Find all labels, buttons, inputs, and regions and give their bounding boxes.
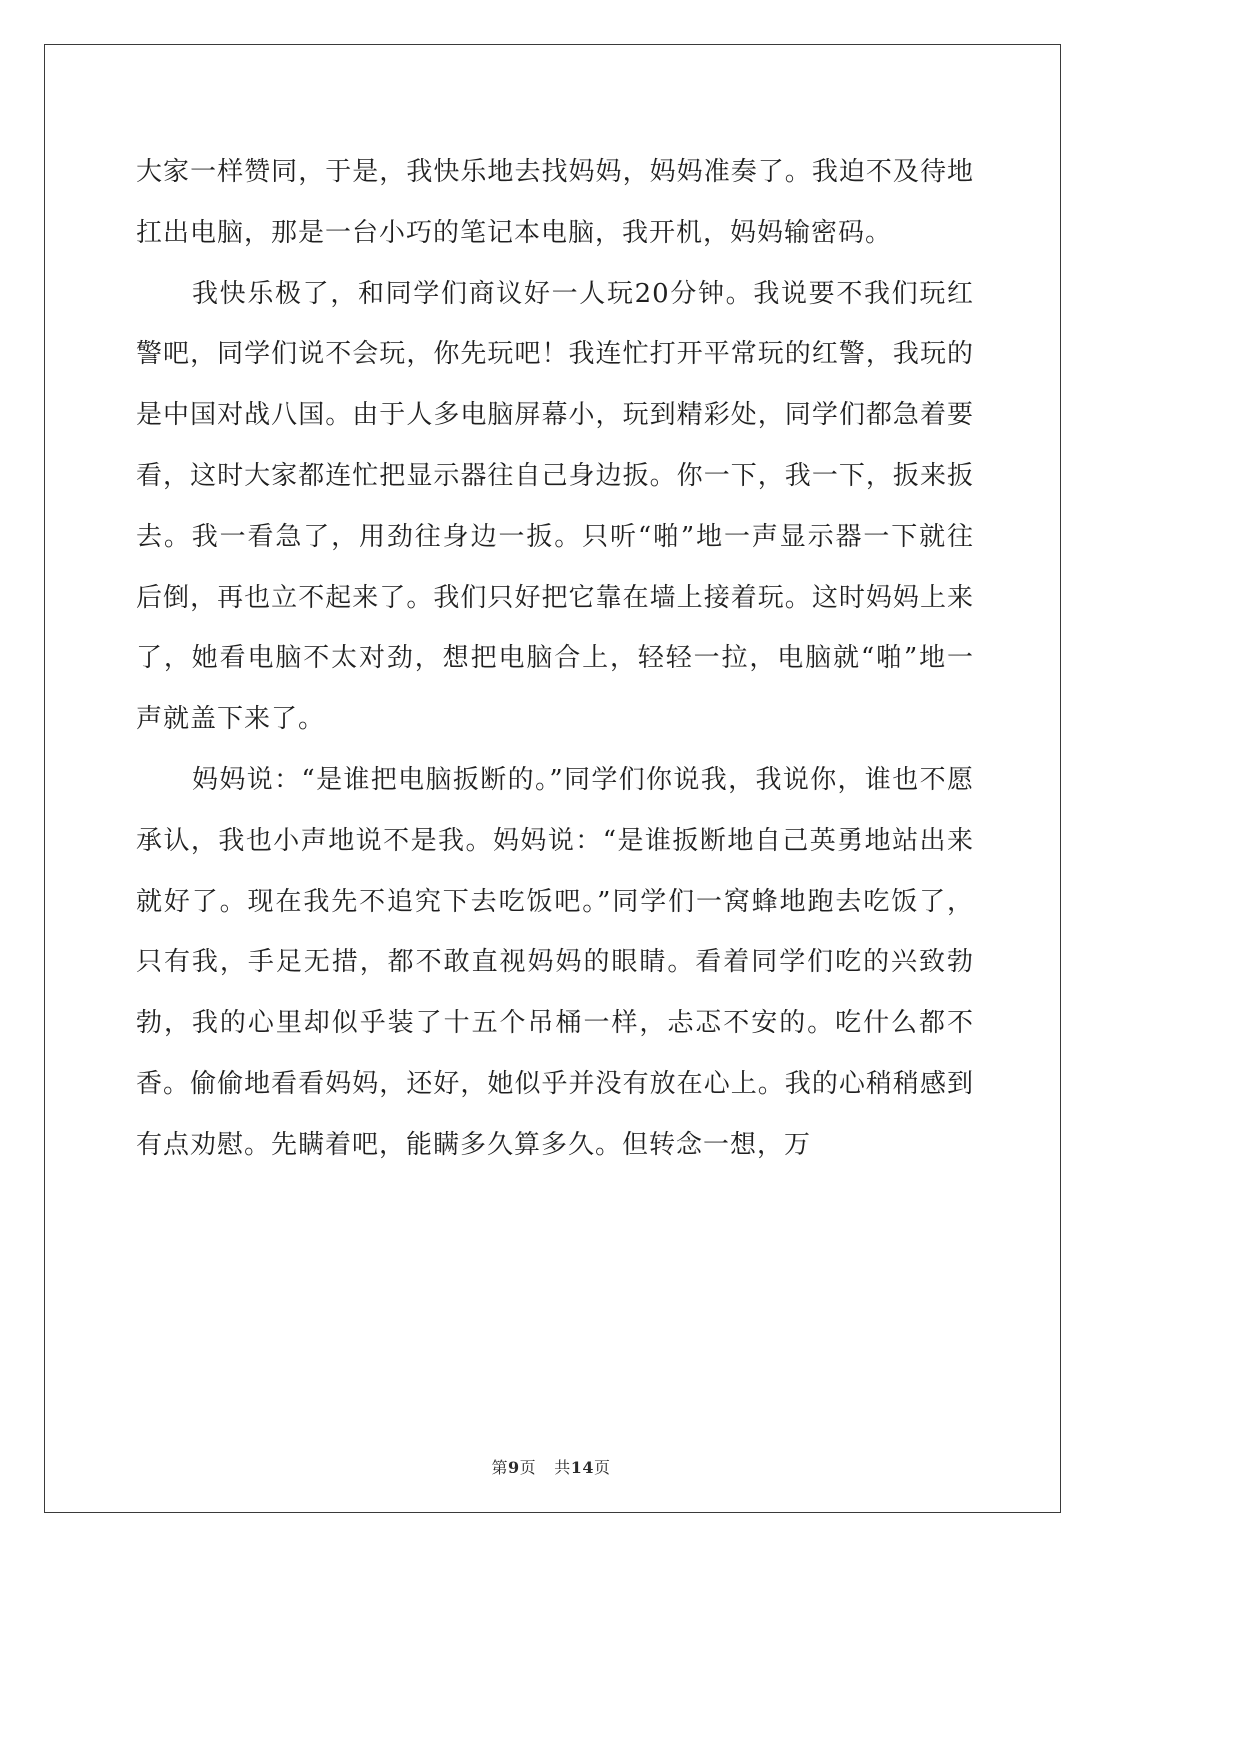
page-number-suffix: 页 [519, 1458, 537, 1477]
page-footer [0, 1455, 1102, 1478]
paragraph-1: 大家一样赞同，于是，我快乐地去找妈妈，妈妈准奏了。我迫不及待地扛出电脑，那是一台小巧的笔记本电脑，我开机，妈妈输密码。 [136, 157, 974, 248]
document-body [136, 142, 974, 1176]
page-number-prefix: 第 [491, 1458, 509, 1477]
paragraph-2: 我快乐极了，和同学们商议好一人玩20分钟。我说要不我们玩红警吧，同学们说不会玩，你先玩吧！我连忙打开平常玩的红警，我玩的是中国对战八国。由于人多电脑屏幕小，玩到精彩处，同学们都急着要看，这时大家都连忙把显示器往自己身边扳。你一下，我一下，扳来扳去。我一看急了，用劲往身边一扳。只听“啪”地一声显示器一下就往后倒，再也立不起来了。我们只好把它靠在墙上接着玩。这时妈妈上来了，她看电脑不太对劲，想把电脑合上，轻轻一拉，电脑就“啪”地一声就盖下来了。 [136, 278, 974, 735]
total-pages-count: 14 [570, 1458, 594, 1477]
total-pages-prefix: 共 [554, 1458, 571, 1477]
page-number-current: 9 [508, 1458, 520, 1477]
total-pages-suffix: 页 [593, 1458, 611, 1477]
paragraph-3: 妈妈说：“是谁把电脑扳断的。”同学们你说我，我说你，谁也不愿承认，我也小声地说不是我。妈妈说：“是谁扳断地自己英勇地站出来就好了。现在我先不追究下去吃饭吧。”同学们一窝蜂地跑去吃饭了，只有我，手足无措，都不敢直视妈妈的眼睛。看着同学们吃的兴致勃勃，我的心里却似乎装了十五个吊桶一样，忐忑不安的。吃什么都不香。偷偷地看看妈妈，还好，她似乎并没有放在心上。我的心稍稍感到有点劝慰。先瞒着吧，能瞒多久算多久。但转念一想，万 [136, 764, 974, 1160]
